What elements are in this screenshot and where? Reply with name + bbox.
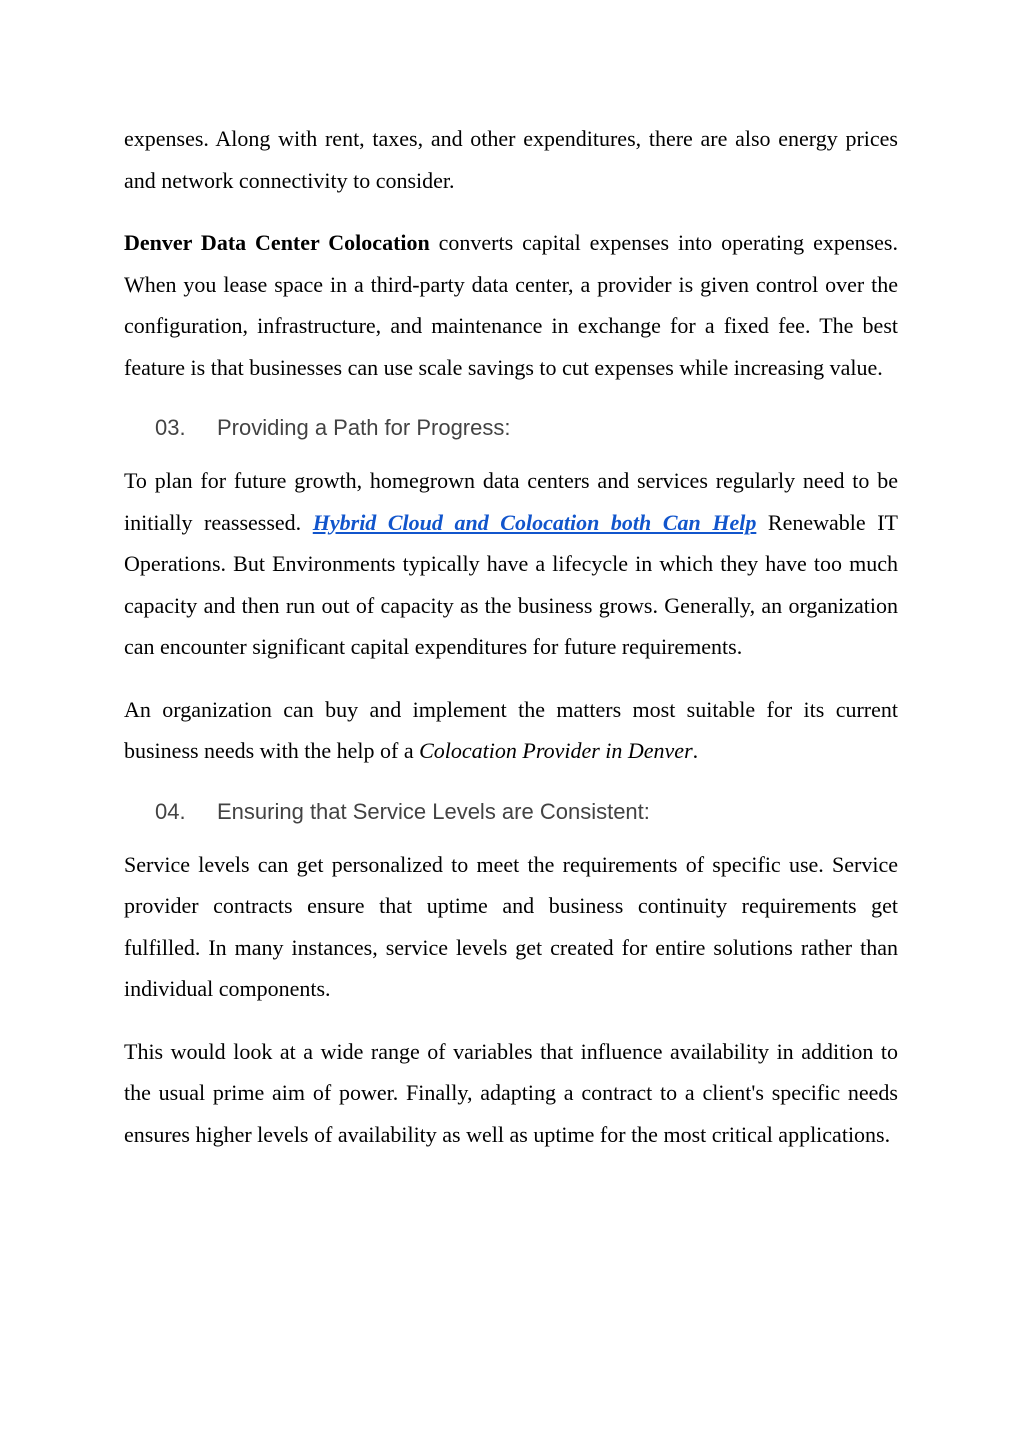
paragraph-energy-costs: expenses. Along with rent, taxes, and other expenditures, there are also energy prices and network connectivity to consider. bbox=[124, 126, 898, 193]
paragraph-colocation-expenses bbox=[124, 222, 898, 388]
italic-term-colocation-provider: Colocation Provider in Denver bbox=[419, 738, 693, 763]
paragraph-availability: This would look at a wide range of variables that influence availability in addition to the usual prime aim of power. Finally, adapting a contract to a client's specific needs ensures higher levels of availability as well as uptime for the most critical applications. bbox=[124, 1038, 898, 1147]
section-number: 03. bbox=[155, 415, 186, 440]
section-heading-03 bbox=[155, 414, 898, 442]
paragraph-future-growth bbox=[124, 460, 898, 668]
paragraph-colocation-provider bbox=[124, 689, 898, 772]
paragraph-service-levels: Service levels can get personalized to meet the requirements of specific use. Service provider contracts ensure that uptime and business continuity requirements get fulfilled. In many instances, service levels get created for entire solutions rather than individual components. bbox=[124, 851, 898, 1001]
paragraph-text: An organization can buy and implement the matters most suitable for its current business needs with the help of a bbox=[124, 696, 898, 763]
section-title: Providing a Path for Progress: bbox=[217, 415, 511, 440]
paragraph-text: Renewable IT Operations. But Environments typically have a lifecycle in which they have too much capacity and then run out of capacity as the business grows. Generally, an organization can encounter significant capital expenditures for future requirements. bbox=[124, 509, 898, 659]
hybrid-cloud-link[interactable]: Hybrid Cloud and Colocation both Can Help bbox=[312, 509, 757, 535]
section-number: 04. bbox=[155, 798, 186, 824]
section-title: Ensuring that Service Levels are Consistent: bbox=[217, 798, 650, 824]
document-page bbox=[124, 118, 898, 1176]
section-heading-04 bbox=[155, 798, 898, 826]
bold-term-denver-colocation: Denver Data Center Colocation bbox=[124, 230, 430, 255]
paragraph-text: . bbox=[692, 738, 699, 763]
paragraph-text: converts capital expenses into operating expenses. When you lease space in a third-party data center, a provider is given control over the configuration, infrastructure, and maintenance in exchange for a fixed fee. The best feature is that businesses can use scale savings to cut expenses while increasing value. bbox=[124, 230, 898, 380]
paragraph-text: To plan for future growth, homegrown data centers and services regularly need to be initially reassessed. bbox=[124, 468, 898, 535]
